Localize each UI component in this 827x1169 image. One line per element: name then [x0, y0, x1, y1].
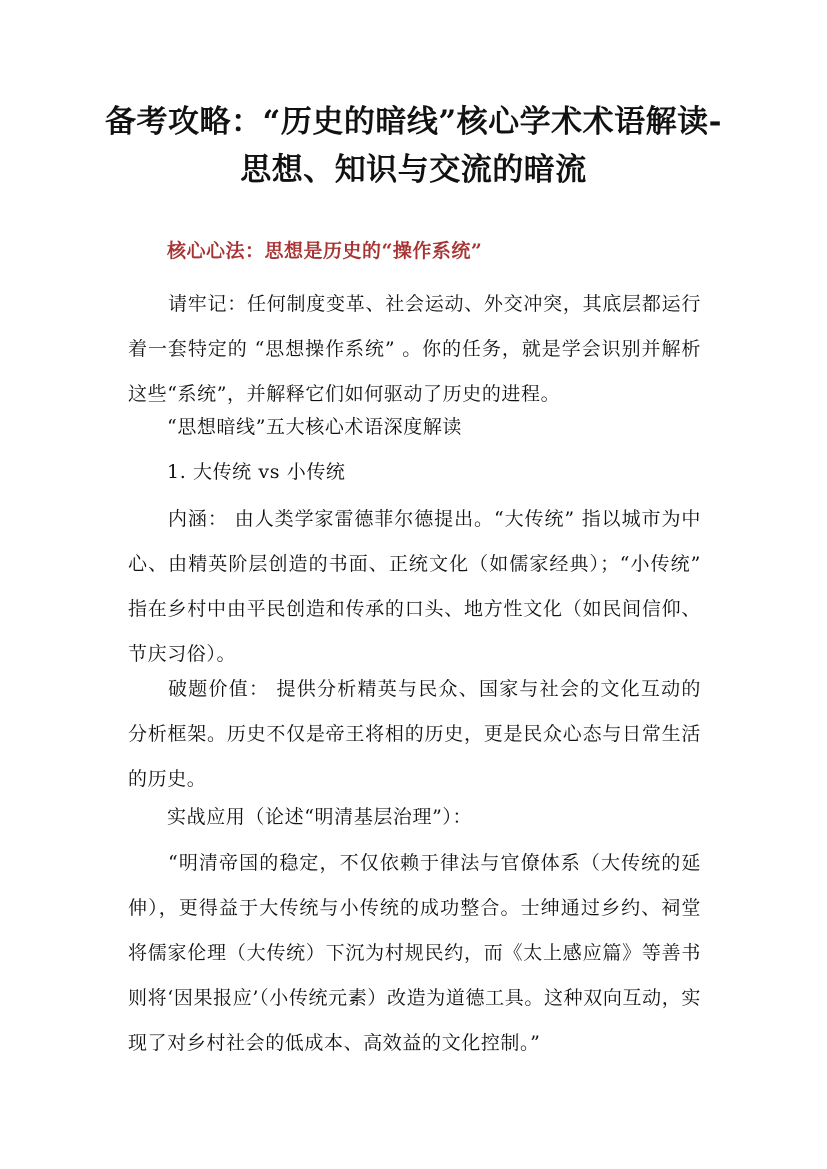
document-title: 备考攻略：“历史的暗线”核心学术术语解读-思想、知识与交流的暗流: [104, 104, 723, 188]
term-item-heading: 1. 大传统 vs 小传统: [167, 461, 346, 483]
meaning-paragraph: 内涵： 由人类学家雷德菲尔德提出。“大传统” 指以城市为中心、由精英阶层创造的书面、正统文化（如儒家经典）；“小传统” 指在乡村中由平民创造和传承的口头、地方性文化（如民间信仰、节庆习俗）。: [128, 508, 701, 665]
intro-paragraph: 请牢记：任何制度变革、社会运动、外交冲突，其底层都运行着一套特定的 “思想操作系统” 。你的任务，就是学会识别并解析这些“系统”，并解释它们如何驱动了历史的进程。: [128, 293, 701, 405]
section-heading: 核心心法：思想是历史的“操作系统”: [167, 240, 483, 262]
value-paragraph: 破题价值： 提供分析精英与民众、国家与社会的文化互动的分析框架。历史不仅是帝王将相的历史，更是民众心态与日常生活的历史。: [128, 678, 701, 790]
quote-paragraph: “明清帝国的稳定，不仅依赖于律法与官僚体系（大传统的延伸），更得益于大传统与小传统的成功整合。士绅通过乡约、祠堂将儒家伦理（大传统）下沉为村规民约，而《太上感应篇》等善书则将‘因果报应’（小传统元素）改造为道德工具。这种双向互动，实现了对乡村社会的低成本、高效益的文化控制。”: [128, 852, 701, 1054]
practice-heading: 实战应用（论述“明清基层治理”）：: [167, 806, 473, 828]
terms-subtitle: “思想暗线”五大核心术语深度解读: [167, 416, 463, 438]
